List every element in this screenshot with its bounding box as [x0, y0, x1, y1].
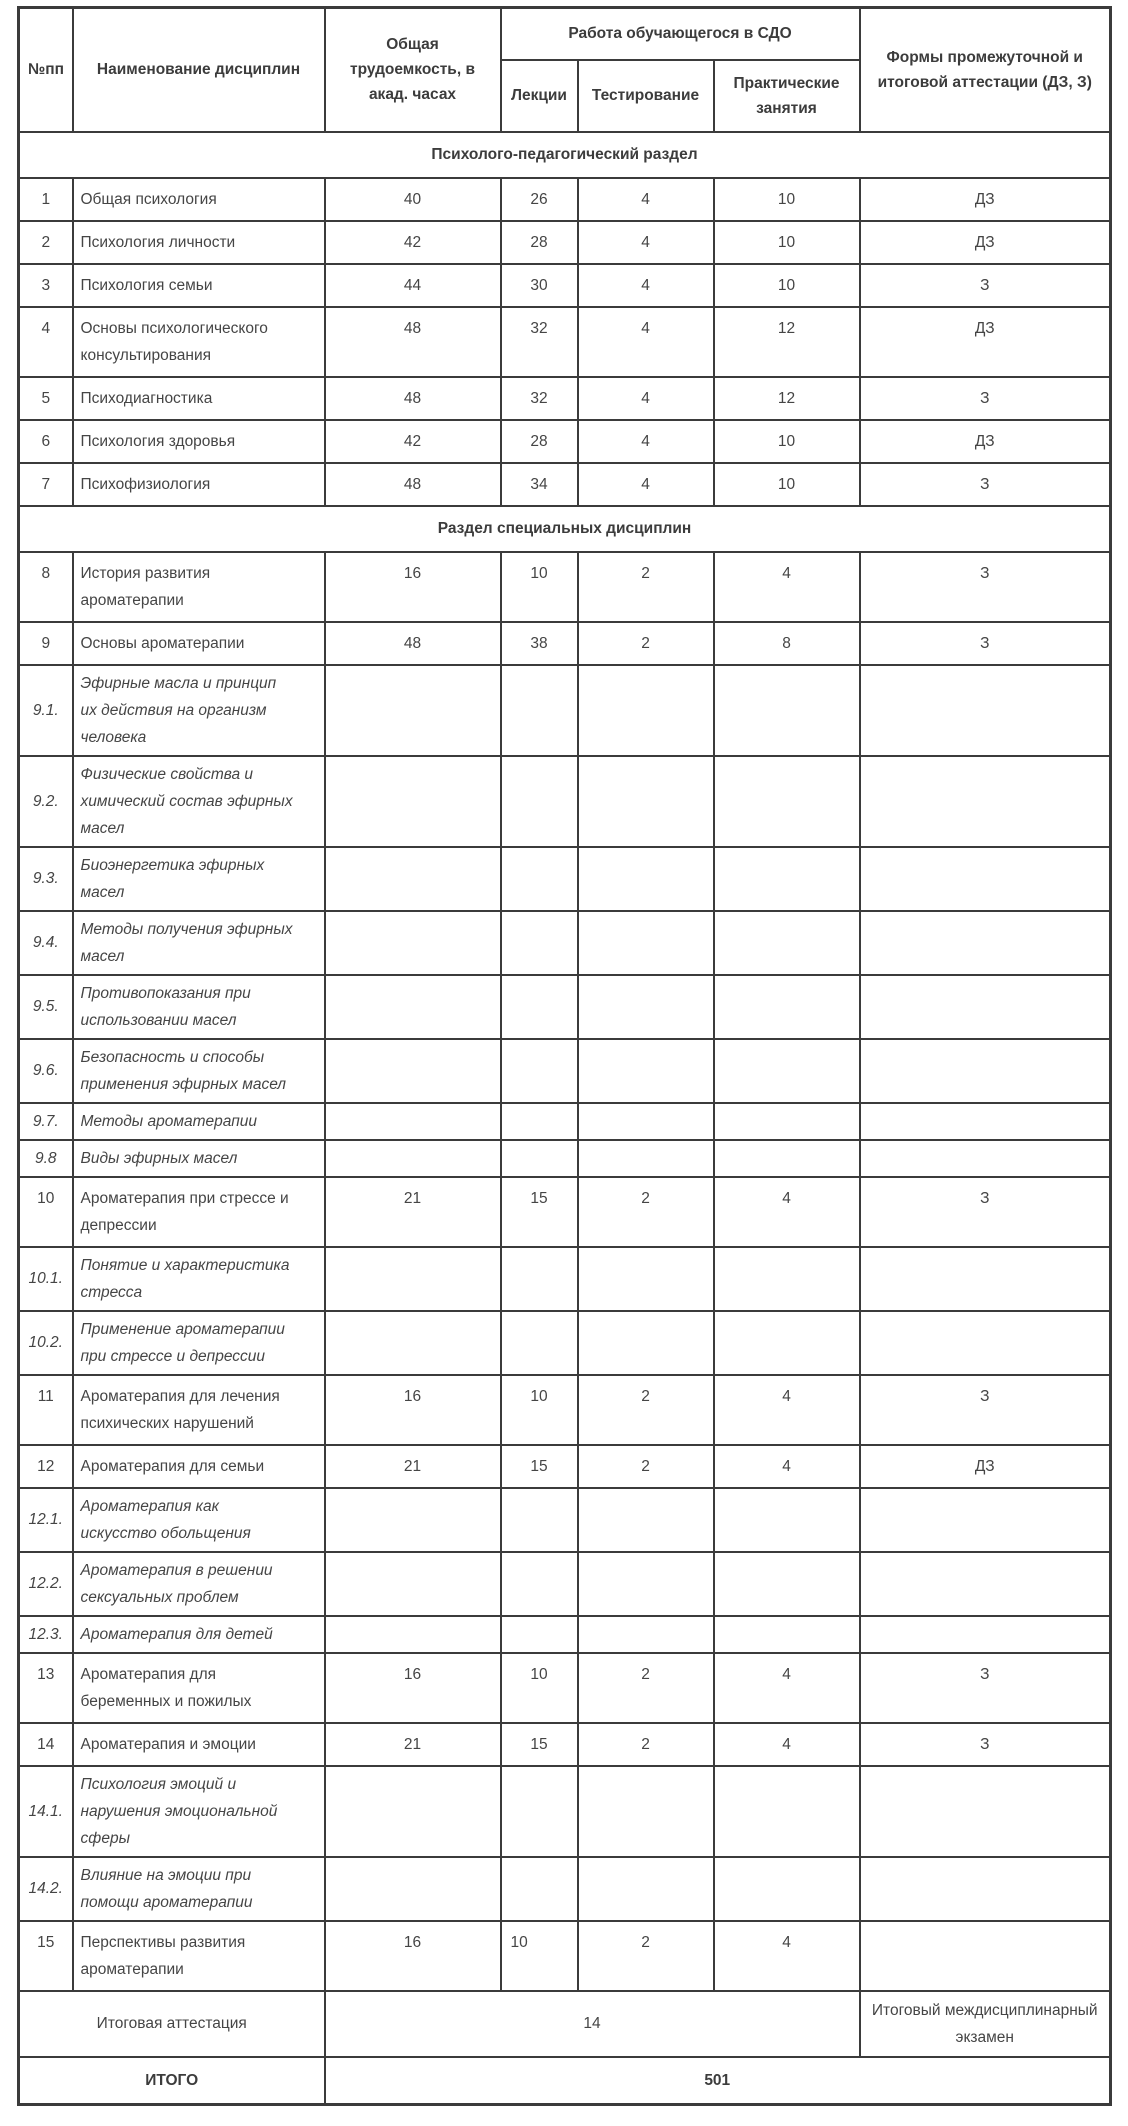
- discipline-name: Ароматерапия и эмоции: [73, 1723, 325, 1766]
- testing-hours: 4: [578, 221, 714, 264]
- lecture-hours: [501, 1311, 578, 1375]
- practice-hours: 4: [714, 1445, 860, 1488]
- row-number: 2: [19, 221, 73, 264]
- discipline-name: Психология личности: [73, 221, 325, 264]
- discipline-name: Общая психология: [73, 178, 325, 221]
- total-hours: 16: [325, 1653, 501, 1723]
- discipline-name: Ароматерапия как искусство обольщения: [73, 1488, 325, 1552]
- testing-hours: 2: [578, 552, 714, 622]
- col-header-total-hours: Общая трудоемкость, в акад. часах: [325, 8, 501, 132]
- attestation-form: [860, 1552, 1111, 1616]
- practice-hours: [714, 911, 860, 975]
- practice-hours: 4: [714, 552, 860, 622]
- total-hours: 21: [325, 1177, 501, 1247]
- row-number: 9.8: [19, 1140, 73, 1177]
- grand-total-hours: 501: [325, 2057, 1111, 2105]
- course-row: [19, 178, 1111, 221]
- col-header-practice: Практические занятия: [714, 60, 860, 132]
- total-hours: 42: [325, 221, 501, 264]
- row-number: 1: [19, 178, 73, 221]
- practice-hours: 10: [714, 463, 860, 506]
- lecture-hours: [501, 911, 578, 975]
- attestation-form: ДЗ: [860, 1445, 1111, 1488]
- lecture-hours: [501, 1616, 578, 1653]
- attestation-form: [860, 1103, 1111, 1140]
- discipline-name: Психология здоровья: [73, 420, 325, 463]
- practice-hours: 10: [714, 420, 860, 463]
- lecture-hours: [501, 756, 578, 847]
- lecture-hours: [501, 1103, 578, 1140]
- attestation-form: [860, 1766, 1111, 1857]
- testing-hours: [578, 1488, 714, 1552]
- section-row: [19, 132, 1111, 178]
- row-number: 14.2.: [19, 1857, 73, 1921]
- discipline-name: Психодиагностика: [73, 377, 325, 420]
- row-number: 13: [19, 1653, 73, 1723]
- course-row: [19, 1375, 1111, 1445]
- lecture-hours: 15: [501, 1723, 578, 1766]
- lecture-hours: [501, 1247, 578, 1311]
- testing-hours: [578, 847, 714, 911]
- lecture-hours: [501, 1857, 578, 1921]
- col-header-num: №пп: [19, 8, 73, 132]
- header-row-top: [19, 8, 1111, 60]
- discipline-name: Ароматерапия для лечения психических нарушений: [73, 1375, 325, 1445]
- final-attestation-row: [19, 1991, 1111, 2057]
- testing-hours: [578, 911, 714, 975]
- row-number: 11: [19, 1375, 73, 1445]
- lecture-hours: 10: [501, 1921, 578, 1991]
- attestation-form: [860, 1247, 1111, 1311]
- lecture-hours: 15: [501, 1445, 578, 1488]
- lecture-hours: [501, 975, 578, 1039]
- lecture-hours: 32: [501, 307, 578, 377]
- total-hours: [325, 1247, 501, 1311]
- discipline-name: Понятие и характеристика стресса: [73, 1247, 325, 1311]
- lecture-hours: 28: [501, 221, 578, 264]
- practice-hours: [714, 1857, 860, 1921]
- col-header-sdo-group: Работа обучающегося в СДО: [501, 8, 860, 60]
- row-number: 9: [19, 622, 73, 665]
- lecture-hours: 38: [501, 622, 578, 665]
- testing-hours: 2: [578, 1177, 714, 1247]
- attestation-form: ДЗ: [860, 221, 1111, 264]
- row-number: 10: [19, 1177, 73, 1247]
- col-header-name: Наименование дисциплин: [73, 8, 325, 132]
- row-number: 9.4.: [19, 911, 73, 975]
- attestation-form: [860, 665, 1111, 756]
- practice-hours: [714, 847, 860, 911]
- col-header-lectures: Лекции: [501, 60, 578, 132]
- lecture-hours: [501, 847, 578, 911]
- total-hours: 16: [325, 1921, 501, 1991]
- attestation-form: З: [860, 463, 1111, 506]
- row-number: 9.2.: [19, 756, 73, 847]
- lecture-hours: 15: [501, 1177, 578, 1247]
- practice-hours: 10: [714, 178, 860, 221]
- total-hours: 42: [325, 420, 501, 463]
- discipline-name: Психология семьи: [73, 264, 325, 307]
- total-hours: [325, 847, 501, 911]
- discipline-name: Основы психологического консультирования: [73, 307, 325, 377]
- discipline-name: Основы ароматерапии: [73, 622, 325, 665]
- discipline-name: Безопасность и способы применения эфирных масел: [73, 1039, 325, 1103]
- subtopic-row: [19, 1039, 1111, 1103]
- total-hours: 48: [325, 622, 501, 665]
- practice-hours: 4: [714, 1921, 860, 1991]
- testing-hours: 2: [578, 1723, 714, 1766]
- attestation-form: З: [860, 377, 1111, 420]
- attestation-form: ДЗ: [860, 420, 1111, 463]
- total-hours: [325, 1103, 501, 1140]
- practice-hours: [714, 1766, 860, 1857]
- attestation-form: [860, 847, 1111, 911]
- course-row: [19, 1177, 1111, 1247]
- attestation-form: З: [860, 552, 1111, 622]
- attestation-form: З: [860, 1653, 1111, 1723]
- subtopic-row: [19, 847, 1111, 911]
- lecture-hours: [501, 1766, 578, 1857]
- course-row: [19, 1445, 1111, 1488]
- lecture-hours: 28: [501, 420, 578, 463]
- total-hours: [325, 1552, 501, 1616]
- row-number: 9.7.: [19, 1103, 73, 1140]
- testing-hours: [578, 1140, 714, 1177]
- attestation-form: З: [860, 1177, 1111, 1247]
- lecture-hours: 10: [501, 1653, 578, 1723]
- row-number: 10.1.: [19, 1247, 73, 1311]
- practice-hours: [714, 1247, 860, 1311]
- course-row: [19, 221, 1111, 264]
- course-row: [19, 463, 1111, 506]
- discipline-name: Методы получения эфирных масел: [73, 911, 325, 975]
- lecture-hours: 34: [501, 463, 578, 506]
- total-hours: 48: [325, 377, 501, 420]
- attestation-form: З: [860, 264, 1111, 307]
- discipline-name: Физические свойства и химический состав эфирных масел: [73, 756, 325, 847]
- section-row: [19, 506, 1111, 552]
- section-title: Психолого-педагогический раздел: [19, 132, 1111, 178]
- attestation-form: ДЗ: [860, 307, 1111, 377]
- testing-hours: [578, 975, 714, 1039]
- total-hours: [325, 1311, 501, 1375]
- grand-total-label: ИТОГО: [19, 2057, 325, 2105]
- row-number: 14: [19, 1723, 73, 1766]
- lecture-hours: 32: [501, 377, 578, 420]
- practice-hours: [714, 1552, 860, 1616]
- practice-hours: 8: [714, 622, 860, 665]
- attestation-form: [860, 1857, 1111, 1921]
- discipline-name: Виды эфирных масел: [73, 1140, 325, 1177]
- practice-hours: 10: [714, 264, 860, 307]
- practice-hours: [714, 1488, 860, 1552]
- course-row: [19, 552, 1111, 622]
- course-row: [19, 1921, 1111, 1991]
- total-hours: [325, 1140, 501, 1177]
- row-number: 4: [19, 307, 73, 377]
- attestation-form: [860, 1921, 1111, 1991]
- testing-hours: 4: [578, 307, 714, 377]
- testing-hours: [578, 1311, 714, 1375]
- total-hours: 40: [325, 178, 501, 221]
- discipline-name: Биоэнергетика эфирных масел: [73, 847, 325, 911]
- testing-hours: [578, 1766, 714, 1857]
- section-title: Раздел специальных дисциплин: [19, 506, 1111, 552]
- row-number: 12: [19, 1445, 73, 1488]
- attestation-form: [860, 1039, 1111, 1103]
- testing-hours: 4: [578, 463, 714, 506]
- practice-hours: 4: [714, 1723, 860, 1766]
- testing-hours: 2: [578, 622, 714, 665]
- practice-hours: 12: [714, 377, 860, 420]
- total-hours: [325, 1488, 501, 1552]
- course-row: [19, 307, 1111, 377]
- subtopic-row: [19, 1247, 1111, 1311]
- discipline-name: Применение ароматерапии при стрессе и депрессии: [73, 1311, 325, 1375]
- row-number: 6: [19, 420, 73, 463]
- row-number: 8: [19, 552, 73, 622]
- lecture-hours: [501, 1488, 578, 1552]
- discipline-name: Ароматерапия в решении сексуальных проблем: [73, 1552, 325, 1616]
- attestation-form: [860, 1311, 1111, 1375]
- total-hours: [325, 975, 501, 1039]
- testing-hours: [578, 1857, 714, 1921]
- practice-hours: [714, 665, 860, 756]
- attestation-form: [860, 1616, 1111, 1653]
- practice-hours: [714, 1140, 860, 1177]
- attestation-form: [860, 1488, 1111, 1552]
- discipline-name: Психология эмоций и нарушения эмоциональной сферы: [73, 1766, 325, 1857]
- testing-hours: 4: [578, 420, 714, 463]
- course-row: [19, 622, 1111, 665]
- row-number: 14.1.: [19, 1766, 73, 1857]
- col-header-testing: Тестирование: [578, 60, 714, 132]
- practice-hours: 4: [714, 1653, 860, 1723]
- subtopic-row: [19, 1311, 1111, 1375]
- discipline-name: Перспективы развития ароматерапии: [73, 1921, 325, 1991]
- subtopic-row: [19, 665, 1111, 756]
- practice-hours: 4: [714, 1375, 860, 1445]
- testing-hours: 4: [578, 264, 714, 307]
- testing-hours: [578, 1039, 714, 1103]
- practice-hours: 10: [714, 221, 860, 264]
- total-hours: [325, 1857, 501, 1921]
- lecture-hours: 30: [501, 264, 578, 307]
- course-row: [19, 377, 1111, 420]
- testing-hours: 2: [578, 1653, 714, 1723]
- testing-hours: [578, 1616, 714, 1653]
- subtopic-row: [19, 1766, 1111, 1857]
- testing-hours: 4: [578, 178, 714, 221]
- course-row: [19, 1653, 1111, 1723]
- attestation-form: З: [860, 1723, 1111, 1766]
- col-header-attestation-forms: Формы промежуточной и итоговой аттестации (ДЗ, З): [860, 8, 1111, 132]
- practice-hours: [714, 1103, 860, 1140]
- testing-hours: 2: [578, 1375, 714, 1445]
- final-attestation-hours: 14: [325, 1991, 860, 2057]
- row-number: 9.6.: [19, 1039, 73, 1103]
- testing-hours: 4: [578, 377, 714, 420]
- lecture-hours: 26: [501, 178, 578, 221]
- total-hours: 16: [325, 1375, 501, 1445]
- attestation-form: ДЗ: [860, 178, 1111, 221]
- subtopic-row: [19, 756, 1111, 847]
- subtopic-row: [19, 1103, 1111, 1140]
- table-header: [19, 8, 1111, 132]
- discipline-name: Психофизиология: [73, 463, 325, 506]
- attestation-form: [860, 975, 1111, 1039]
- practice-hours: [714, 975, 860, 1039]
- lecture-hours: 10: [501, 552, 578, 622]
- table-body: [19, 132, 1111, 1991]
- row-number: 9.3.: [19, 847, 73, 911]
- row-number: 15: [19, 1921, 73, 1991]
- total-hours: 21: [325, 1723, 501, 1766]
- row-number: 3: [19, 264, 73, 307]
- row-number: 9.1.: [19, 665, 73, 756]
- discipline-name: Ароматерапия для беременных и пожилых: [73, 1653, 325, 1723]
- discipline-name: Ароматерапия для детей: [73, 1616, 325, 1653]
- total-hours: 48: [325, 307, 501, 377]
- lecture-hours: 10: [501, 1375, 578, 1445]
- practice-hours: [714, 1616, 860, 1653]
- subtopic-row: [19, 1552, 1111, 1616]
- testing-hours: [578, 756, 714, 847]
- subtopic-row: [19, 975, 1111, 1039]
- testing-hours: [578, 1103, 714, 1140]
- subtopic-row: [19, 911, 1111, 975]
- discipline-name: Противопоказания при использовании масел: [73, 975, 325, 1039]
- practice-hours: [714, 756, 860, 847]
- total-hours: 21: [325, 1445, 501, 1488]
- course-row: [19, 264, 1111, 307]
- testing-hours: 2: [578, 1445, 714, 1488]
- attestation-form: [860, 911, 1111, 975]
- practice-hours: [714, 1039, 860, 1103]
- attestation-form: З: [860, 1375, 1111, 1445]
- lecture-hours: [501, 1552, 578, 1616]
- total-hours: [325, 911, 501, 975]
- row-number: 12.3.: [19, 1616, 73, 1653]
- discipline-name: История развития ароматерапии: [73, 552, 325, 622]
- row-number: 5: [19, 377, 73, 420]
- testing-hours: 2: [578, 1921, 714, 1991]
- row-number: 10.2.: [19, 1311, 73, 1375]
- practice-hours: 4: [714, 1177, 860, 1247]
- row-number: 12.1.: [19, 1488, 73, 1552]
- row-number: 12.2.: [19, 1552, 73, 1616]
- table-footer: [19, 1991, 1111, 2105]
- subtopic-row: [19, 1616, 1111, 1653]
- total-hours: [325, 665, 501, 756]
- subtopic-row: [19, 1857, 1111, 1921]
- testing-hours: [578, 665, 714, 756]
- row-number: 9.5.: [19, 975, 73, 1039]
- lecture-hours: [501, 1140, 578, 1177]
- lecture-hours: [501, 1039, 578, 1103]
- total-hours: 48: [325, 463, 501, 506]
- curriculum-table: [17, 6, 1112, 2106]
- grand-total-row: [19, 2057, 1111, 2105]
- subtopic-row: [19, 1488, 1111, 1552]
- total-hours: [325, 1616, 501, 1653]
- subtopic-row: [19, 1140, 1111, 1177]
- discipline-name: Эфирные масла и принцип их действия на организм человека: [73, 665, 325, 756]
- testing-hours: [578, 1552, 714, 1616]
- discipline-name: Влияние на эмоции при помощи ароматерапии: [73, 1857, 325, 1921]
- practice-hours: [714, 1311, 860, 1375]
- attestation-form: З: [860, 622, 1111, 665]
- discipline-name: Ароматерапия при стрессе и депрессии: [73, 1177, 325, 1247]
- total-hours: [325, 1766, 501, 1857]
- row-number: 7: [19, 463, 73, 506]
- testing-hours: [578, 1247, 714, 1311]
- total-hours: 44: [325, 264, 501, 307]
- discipline-name: Методы ароматерапии: [73, 1103, 325, 1140]
- final-attestation-label: Итоговая аттестация: [19, 1991, 325, 2057]
- discipline-name: Ароматерапия для семьи: [73, 1445, 325, 1488]
- course-row: [19, 1723, 1111, 1766]
- course-row: [19, 420, 1111, 463]
- lecture-hours: [501, 665, 578, 756]
- total-hours: 16: [325, 552, 501, 622]
- attestation-form: [860, 756, 1111, 847]
- total-hours: [325, 1039, 501, 1103]
- attestation-form: [860, 1140, 1111, 1177]
- total-hours: [325, 756, 501, 847]
- final-attestation-form: Итоговый междисциплинарный экзамен: [860, 1991, 1111, 2057]
- practice-hours: 12: [714, 307, 860, 377]
